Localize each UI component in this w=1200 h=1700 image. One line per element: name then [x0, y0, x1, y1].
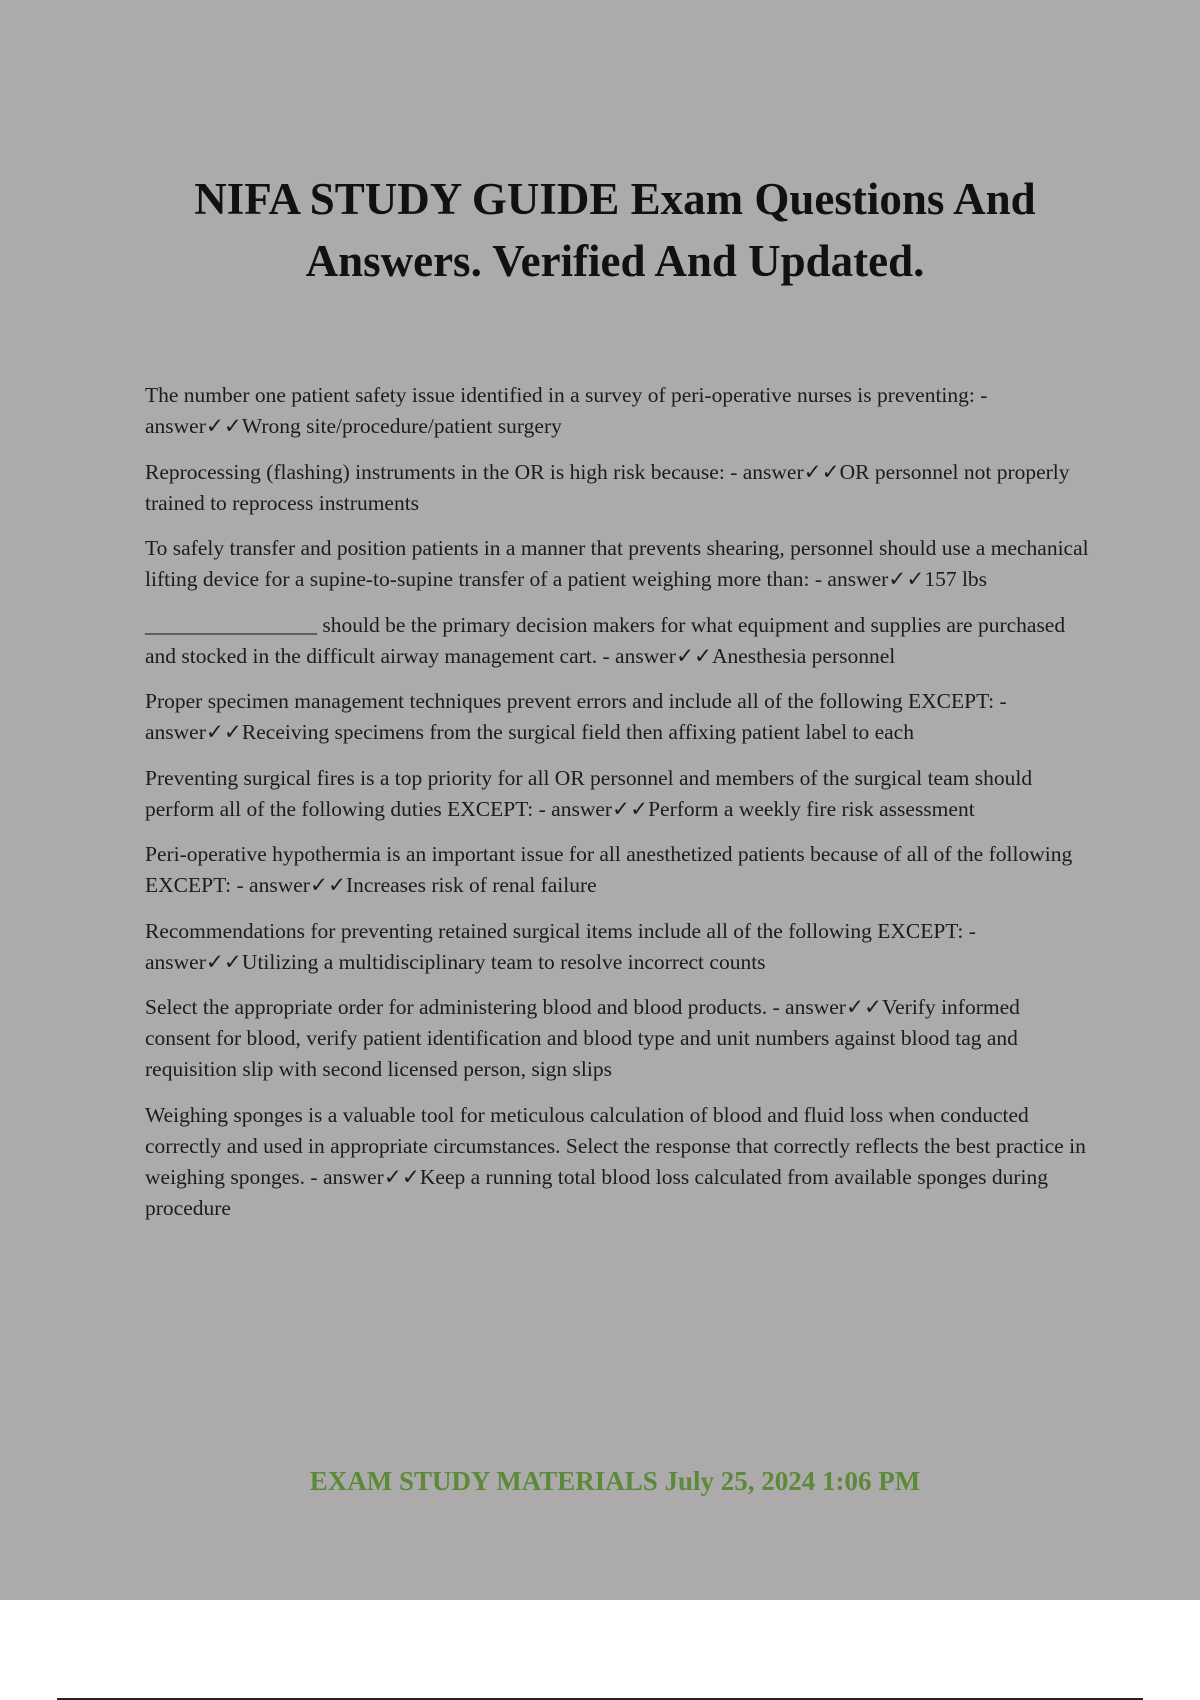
qa-item: [145, 763, 1090, 825]
answer-marker: - answer✓✓: [809, 567, 925, 591]
qa-item: [145, 916, 1090, 978]
question-text: Recommendations for preventing retained surgical items include all of the following EXCEPT:: [145, 918, 964, 943]
qa-list: [145, 380, 1090, 1238]
question-text: Reprocessing (flashing) instruments in the OR is high risk because:: [145, 459, 725, 484]
answer-marker: - answer✓✓: [305, 1164, 420, 1189]
answer-text: Utilizing a multidisciplinary team to resolve incorrect counts: [241, 949, 766, 974]
qa-item: [145, 1100, 1090, 1224]
answer-text: Keep a running total blood loss calculated from available sponges during procedure: [145, 1164, 1048, 1220]
answer-text: Receiving specimens from the surgical field then affixing patient label to each: [241, 720, 914, 744]
question-text: The number one patient safety issue identified in a survey of peri-operative nurses is preventing:: [145, 383, 975, 407]
qa-item: [145, 839, 1090, 901]
question-text: Proper specimen management techniques prevent errors and include all of the following EXCEPT:: [145, 689, 995, 713]
qa-item: [145, 533, 1090, 595]
question-text: ________________ should be the primary decision makers for what equipment and supplies are purchased and stocked in the difficult airway management cart.: [145, 612, 1066, 668]
answer-marker: - answer✓✓: [145, 689, 1007, 744]
qa-item: [145, 610, 1090, 672]
question-text: Preventing surgical fires is a top priority for all OR personnel and members of the surgical team should perform all of the following duties EXCEPT:: [145, 765, 1033, 821]
qa-item: [145, 686, 1090, 748]
question-text: Weighing sponges is a valuable tool for meticulous calculation of blood and fluid loss when conducted correctly and used in appropriate circumstances. Select the response that correctly reflects the best practice in weighing sponges.: [145, 1102, 1086, 1189]
question-text: To safely transfer and position patients in a manner that prevents shearing, personnel should use a mechanical lifting device for a supine-to-supine transfer of a patient weighing more than:: [145, 536, 1089, 591]
qa-item: [145, 992, 1090, 1085]
question-text: Select the appropriate order for administering blood and blood products.: [145, 995, 768, 1019]
answer-text: Anesthesia personnel: [711, 643, 896, 668]
answer-text: OR personnel not properly trained to reprocess instruments: [145, 459, 1070, 515]
footer-stamp: EXAM STUDY MATERIALS July 25, 2024 1:06 PM: [309, 1466, 921, 1496]
question-text: Peri-operative hypothermia is an important issue for all anesthetized patients because of all of the following EXCEPT:: [145, 842, 1073, 897]
answer-marker: - answer✓✓: [767, 995, 882, 1019]
document-title: NIFA STUDY GUIDE Exam Questions And Answers. Verified And Updated.: [194, 174, 1036, 286]
answer-text: Wrong site/procedure/patient surgery: [241, 414, 562, 438]
qa-item: [145, 380, 1090, 442]
answer-marker: - answer✓✓: [231, 873, 346, 897]
answer-marker: - answer✓✓: [145, 383, 988, 438]
answer-marker: - answer✓✓: [533, 796, 649, 821]
answer-marker: - answer✓✓: [724, 459, 840, 484]
answer-text: Perform a weekly fire risk assessment: [648, 796, 975, 821]
qa-item: [145, 457, 1090, 519]
answer-marker: - answer✓✓: [145, 918, 976, 974]
answer-marker: - answer✓✓: [597, 643, 712, 668]
answer-text: 157 lbs: [924, 567, 988, 591]
answer-text: Increases risk of renal failure: [345, 873, 597, 897]
answer-text: Verify informed consent for blood, verify patient identification and blood type and unit numbers against blood tag and requisition slip with second licensed person, sign slips: [145, 995, 1020, 1081]
